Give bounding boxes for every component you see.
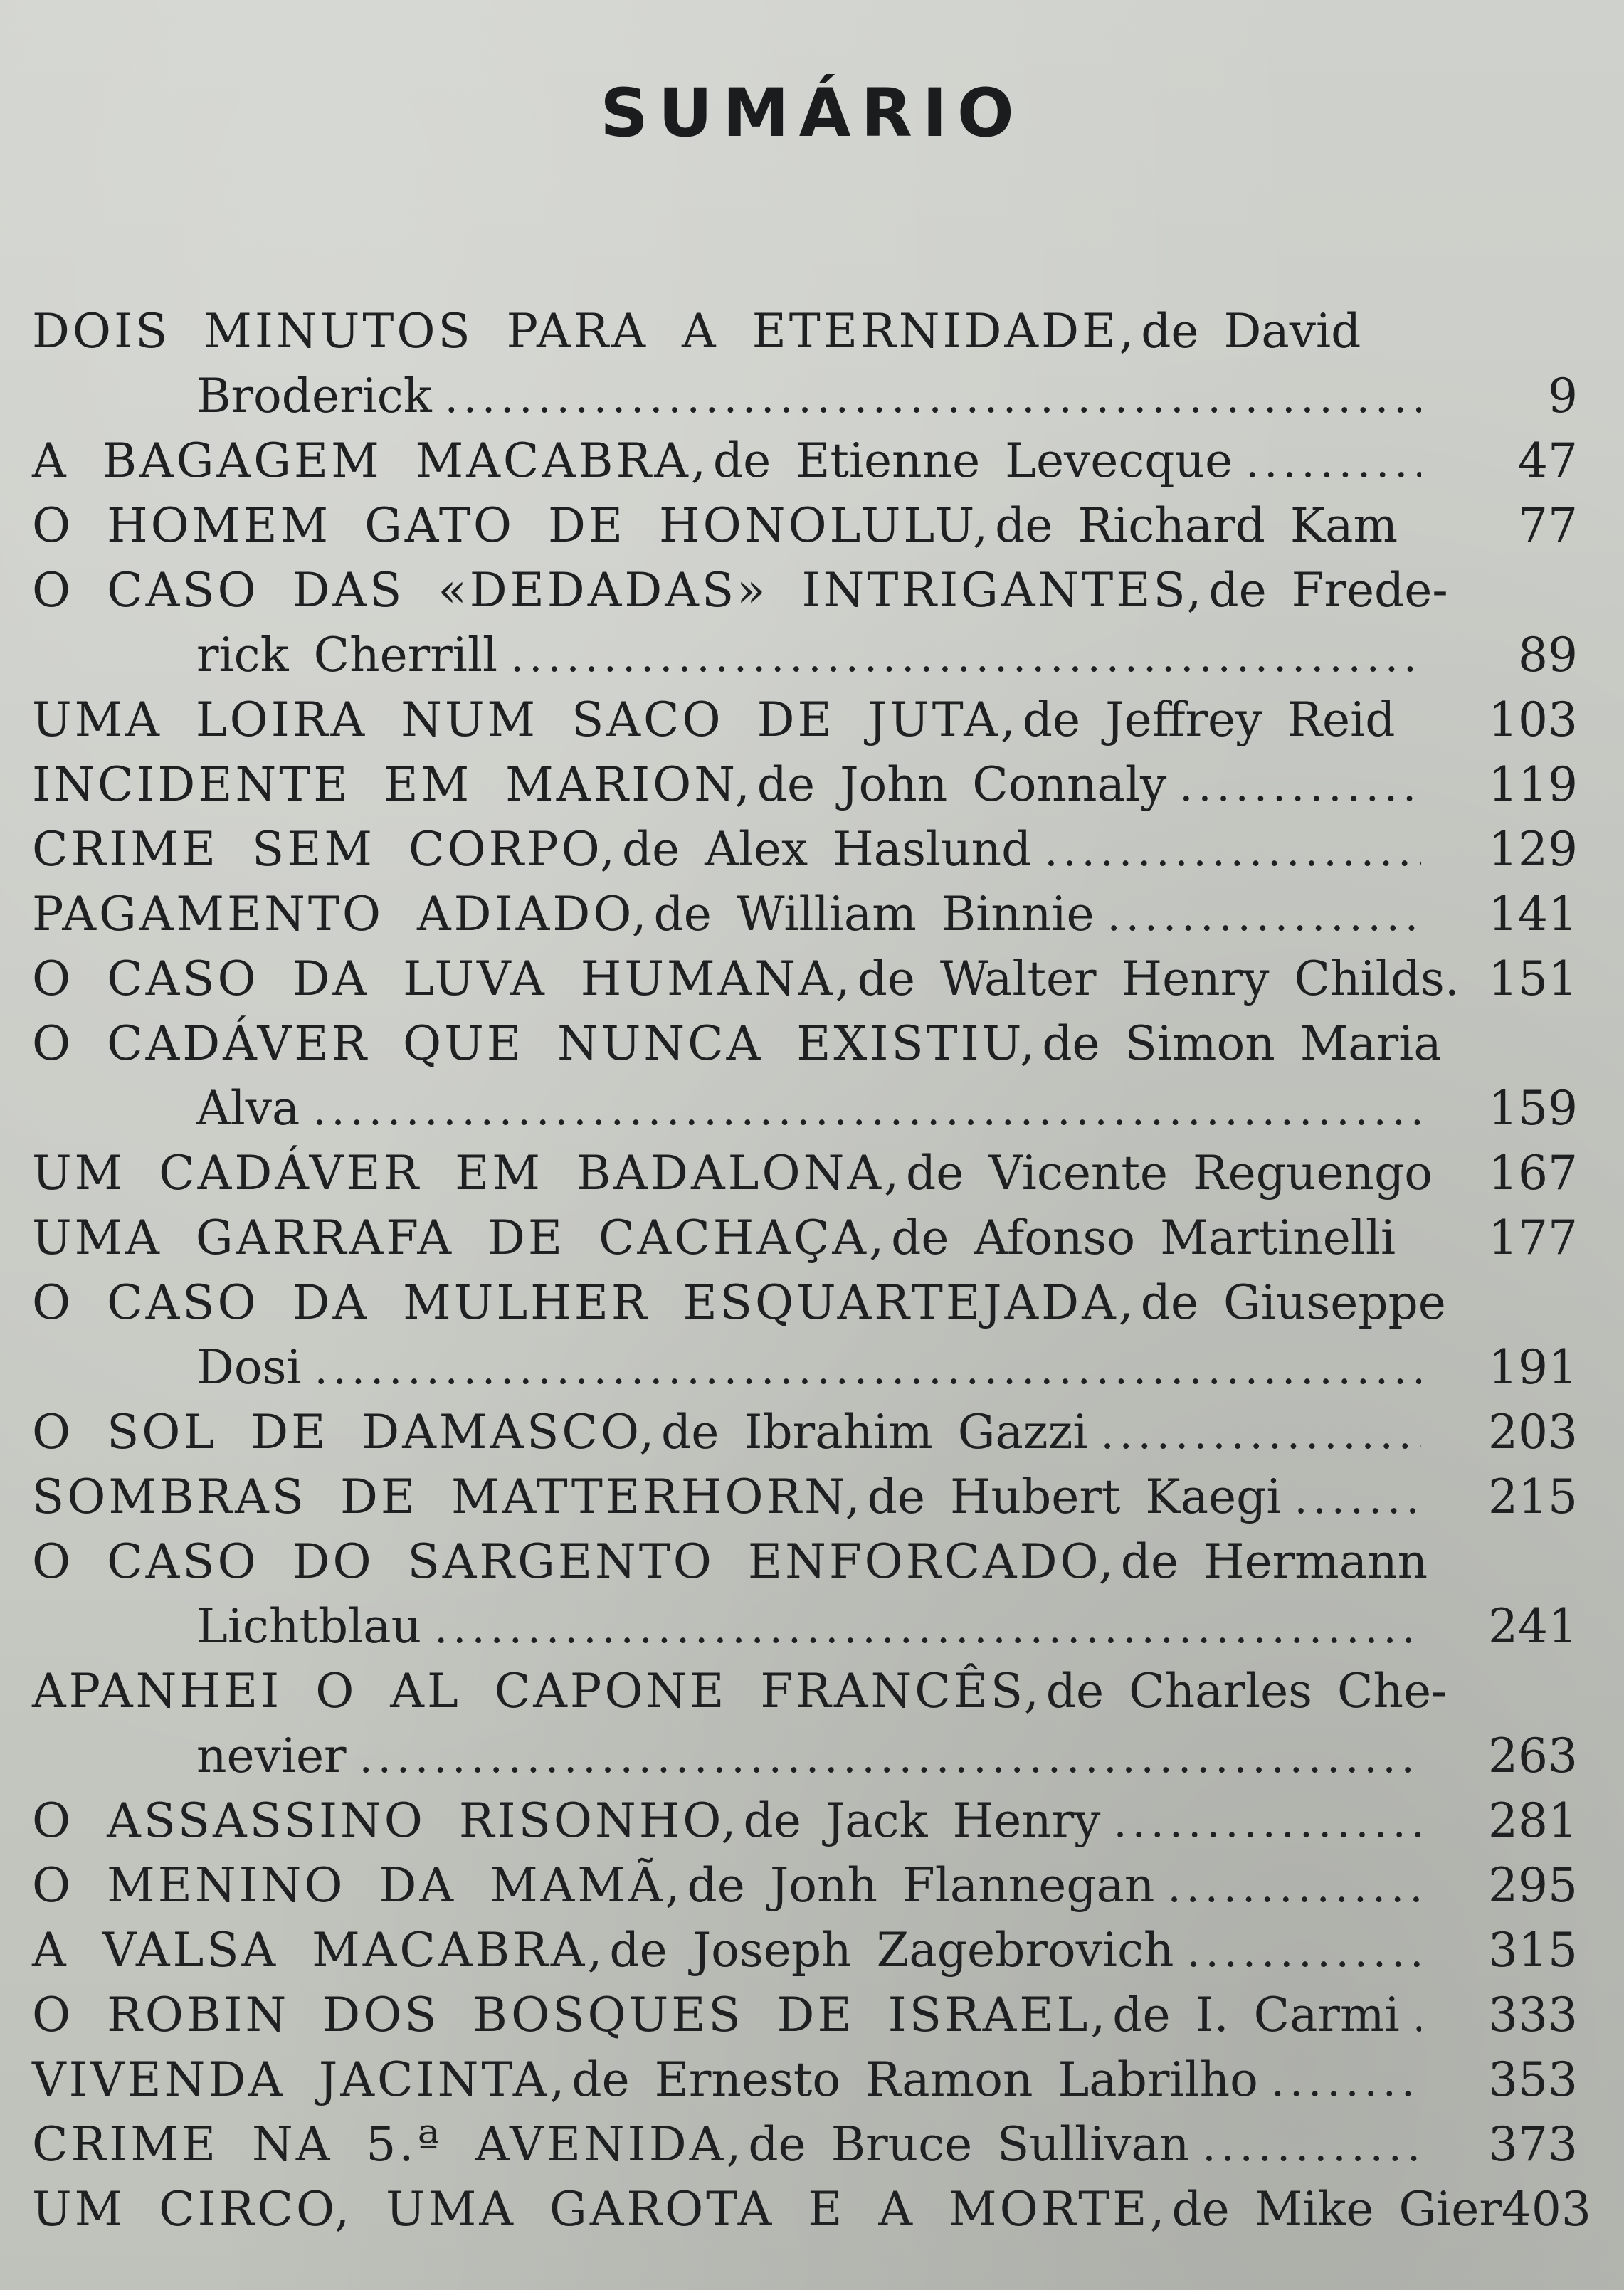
author-name-continued: Dosi <box>196 1340 302 1395</box>
story-title: CRIME SEM CORPO, <box>32 822 618 877</box>
dot-leader <box>359 1726 1421 1790</box>
author-name: de Hubert Kaegi <box>867 1469 1282 1524</box>
toc-entry <box>32 2112 1583 2177</box>
author-name: de Bruce Sullivan <box>748 2117 1190 2172</box>
story-title: O ASSASSINO RISONHO, <box>32 1793 739 1848</box>
author-name-continued: Broderick <box>196 369 432 423</box>
author-name: de Joseph Zagebrovich <box>609 1923 1174 1978</box>
dot-leader <box>1107 884 1421 949</box>
dot-leader <box>1100 1402 1421 1467</box>
author-name: de Vicente Reguengo <box>905 1146 1433 1201</box>
story-title: A BAGAGEM MACABRA, <box>32 433 709 488</box>
dot-leader <box>315 1337 1421 1402</box>
page-number: 141 <box>1488 887 1578 941</box>
page-number: 129 <box>1488 822 1578 877</box>
story-title: O CASO DA MULHER ESQUARTEJADA, <box>32 1275 1137 1330</box>
story-title: INCIDENTE EM MARION, <box>32 757 753 812</box>
author-name-continued: Alva <box>196 1081 300 1136</box>
dot-leader <box>1202 2114 1421 2179</box>
author-name: de Charles Che- <box>1045 1664 1448 1719</box>
author-name: de Hermann <box>1120 1534 1428 1589</box>
table-of-contents <box>32 299 1591 2242</box>
story-title: SOMBRAS DE MATTERHORN, <box>32 1469 863 1524</box>
toc-entry <box>32 1400 1583 1465</box>
author-name: de Richard Kam <box>995 498 1398 553</box>
story-title: O CASO DO SARGENTO ENFORCADO, <box>32 1534 1117 1589</box>
toc-entry <box>32 882 1583 946</box>
page-number: 89 <box>1518 628 1578 682</box>
toc-entry <box>32 1983 1583 2047</box>
page-number: 241 <box>1488 1599 1578 1654</box>
page-number: 9 <box>1548 369 1578 423</box>
dot-leader <box>434 1596 1421 1661</box>
page-number: 151 <box>1488 951 1578 1006</box>
toc-entry <box>32 1529 1583 1659</box>
page-number: 373 <box>1488 2117 1578 2172</box>
story-title: O MENINO DA MAMÃ, <box>32 1858 683 1913</box>
toc-entry <box>32 2047 1583 2112</box>
page-number: 177 <box>1488 1210 1578 1265</box>
dot-leader <box>445 366 1421 431</box>
toc-entry <box>32 428 1583 493</box>
author-name: de Jack Henry <box>743 1793 1101 1848</box>
story-title: O ROBIN DOS BOSQUES DE ISRAEL, <box>32 1988 1109 2042</box>
story-title: O CASO DAS «DEDADAS» INTRIGANTES, <box>32 563 1205 618</box>
story-title: VIVENDA JACINTA, <box>32 2052 568 2107</box>
page-number: 403 <box>1501 2182 1591 2237</box>
page-number: 203 <box>1488 1405 1578 1460</box>
page-number: 295 <box>1488 1858 1578 1913</box>
toc-entry <box>32 1141 1583 1205</box>
toc-entry <box>32 1465 1583 1529</box>
toc-entry <box>32 1918 1583 1983</box>
story-title: PAGAMENTO ADIADO, <box>32 887 650 941</box>
page-number: 353 <box>1488 2052 1578 2107</box>
toc-entry <box>32 1788 1583 1853</box>
story-title: O CASO DA LUVA HUMANA, <box>32 951 853 1006</box>
author-name: de Giuseppe <box>1140 1275 1446 1330</box>
page-number: 333 <box>1488 1988 1578 2042</box>
page-number: 281 <box>1488 1793 1578 1848</box>
dot-leader <box>1294 1467 1421 1531</box>
author-name: de Walter Henry Childs. <box>857 951 1460 1006</box>
toc-entry <box>32 1011 1583 1141</box>
toc-entry <box>32 2177 1591 2242</box>
toc-entry <box>32 1659 1583 1788</box>
toc-entry <box>32 299 1583 428</box>
author-name: de Frede- <box>1208 563 1448 618</box>
author-name: de John Connaly <box>756 757 1167 812</box>
author-name: de Etienne Levecque <box>712 433 1233 488</box>
toc-entry <box>32 946 1583 1011</box>
dot-leader <box>1044 819 1421 884</box>
toc-entry <box>32 493 1583 558</box>
page-number: 167 <box>1488 1146 1578 1201</box>
toc-entry <box>32 1270 1583 1400</box>
story-title: APANHEI O AL CAPONE FRANCÊS, <box>32 1664 1042 1719</box>
author-name-continued: Lichtblau <box>196 1599 422 1654</box>
toc-entry <box>32 752 1583 817</box>
page-number: 159 <box>1488 1081 1578 1136</box>
dot-leader <box>1167 1855 1421 1920</box>
author-name: de Alex Haslund <box>621 822 1032 877</box>
author-name: de Afonso Martinelli <box>891 1210 1396 1265</box>
author-name: de Jonh Flannegan <box>687 1858 1155 1913</box>
author-name: de Jeffrey Reid <box>1022 692 1396 747</box>
story-title: UM CADÁVER EM BADALONA, <box>32 1146 902 1201</box>
dot-leader <box>1245 431 1421 495</box>
toc-entry <box>32 1205 1583 1270</box>
page-number: 191 <box>1488 1340 1578 1395</box>
dot-leader <box>1179 754 1421 819</box>
toc-entry <box>32 687 1583 752</box>
dot-leader <box>1271 2049 1421 2114</box>
author-name-continued: rick Cherrill <box>196 628 498 682</box>
author-name: de Mike Gier <box>1171 2182 1502 2237</box>
story-title: DOIS MINUTOS PARA A ETERNIDADE, <box>32 304 1137 359</box>
story-title: A VALSA MACABRA, <box>32 1923 606 1978</box>
story-title: UMA LOIRA NUM SACO DE JUTA, <box>32 692 1018 747</box>
author-name: de William Binnie <box>653 887 1095 941</box>
page-number: 103 <box>1488 692 1578 747</box>
dot-leader <box>1413 1985 1421 2049</box>
toc-entry <box>32 817 1583 882</box>
toc-entry <box>32 1853 1583 1918</box>
dot-leader <box>1186 1920 1421 1985</box>
page-number: 119 <box>1488 757 1578 812</box>
page-number: 77 <box>1518 498 1578 553</box>
page-number: 47 <box>1518 433 1578 488</box>
story-title: UM CIRCO, UMA GAROTA E A MORTE, <box>32 2182 1168 2237</box>
story-title: CRIME NA 5.ª AVENIDA, <box>32 2117 744 2172</box>
dot-leader <box>1113 1790 1421 1855</box>
story-title: UMA GARRAFA DE CACHAÇA, <box>32 1210 887 1265</box>
story-title: O SOL DE DAMASCO, <box>32 1405 658 1460</box>
author-name: de I. Carmi <box>1112 1988 1400 2042</box>
toc-entry <box>32 558 1583 687</box>
page-number: 315 <box>1488 1923 1578 1978</box>
dot-leader <box>312 1078 1421 1143</box>
page-title: SUMÁRIO <box>600 75 1024 152</box>
author-name: de David <box>1141 304 1361 359</box>
page-number: 263 <box>1488 1729 1578 1783</box>
story-title: O CADÁVER QUE NUNCA EXISTIU, <box>32 1016 1038 1071</box>
author-name: de Simon Maria <box>1042 1016 1442 1071</box>
author-name-continued: nevier <box>196 1729 347 1783</box>
dot-leader <box>510 625 1421 690</box>
page-number: 215 <box>1488 1469 1578 1524</box>
author-name: de Ibrahim Gazzi <box>661 1405 1088 1460</box>
author-name: de Ernesto Ramon Labrilho <box>571 2052 1258 2107</box>
story-title: O HOMEM GATO DE HONOLULU, <box>32 498 991 553</box>
